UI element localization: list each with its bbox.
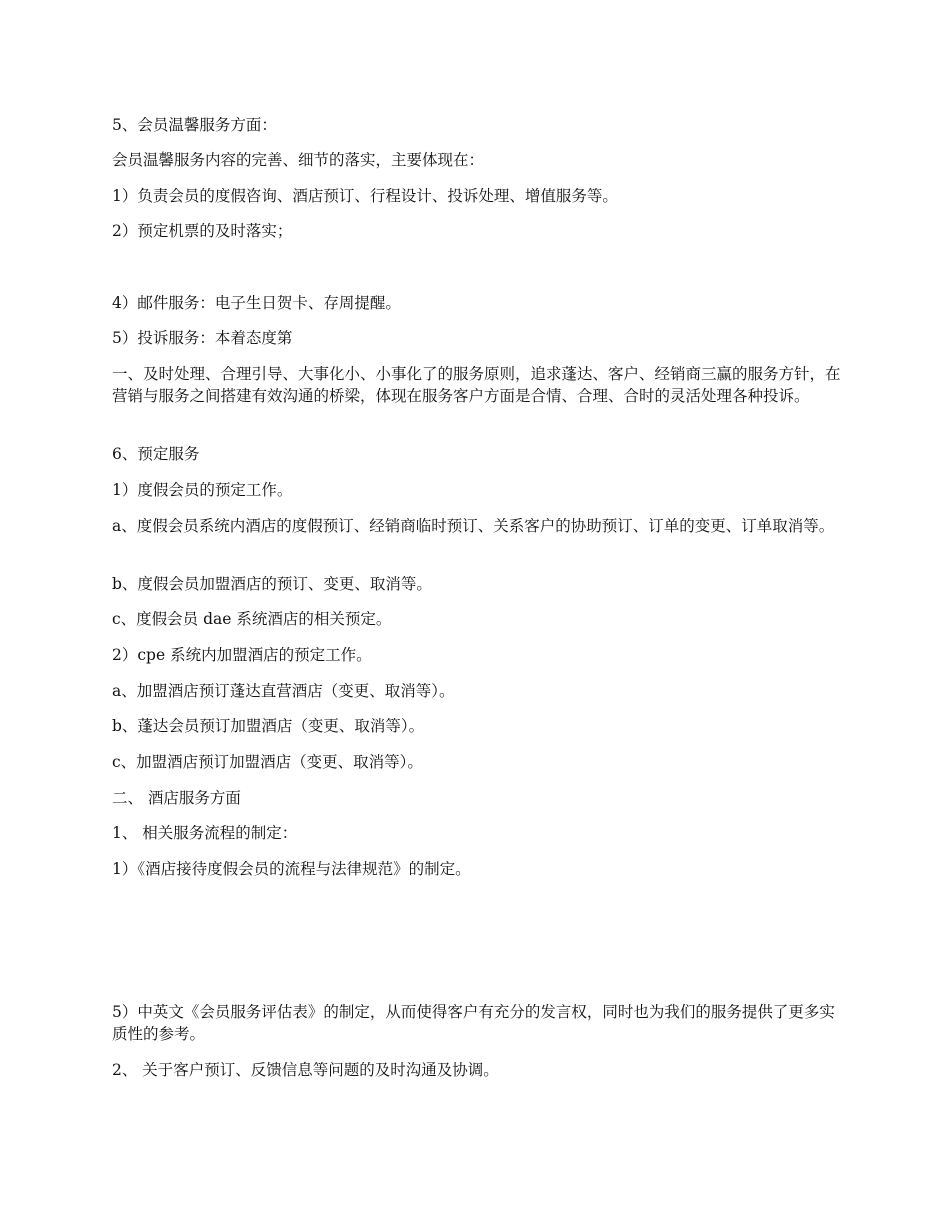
list-item-5: 5）投诉服务：本着态度第 bbox=[112, 329, 293, 347]
list-item-booking-2b: b、蓬达会员预订加盟酒店（变更、取消等）。 bbox=[112, 717, 425, 735]
heading-booking-service: 6、预定服务 bbox=[112, 445, 200, 463]
list-item-booking-1: 1）度假会员的预定工作。 bbox=[112, 481, 293, 499]
heading-service-process: 1、 相关服务流程的制定： bbox=[112, 824, 298, 842]
list-item-booking-1c: c、度假会员 dae 系统酒店的相关预定。 bbox=[112, 610, 392, 628]
list-item-booking-2c: c、加盟酒店预订加盟酒店（变更、取消等）。 bbox=[112, 753, 423, 771]
heading-communication: 2、 关于客户预订、反馈信息等问题的及时沟通及协调。 bbox=[112, 1061, 499, 1079]
paragraph-complaint-principle: 一、及时处理、合理引导、大事化小、小事化了的服务原则，追求蓬达、客户、经销商三赢的服务方针，在营销与服务之间搭建有效沟通的桥梁，体现在服务客户方面是合情、合理、合时的灵活处理各种投诉。 bbox=[112, 365, 841, 405]
list-item-4: 4）邮件服务：电子生日贺卡、存周提醒。 bbox=[112, 294, 401, 312]
list-item-booking-1b: b、度假会员加盟酒店的预订、变更、取消等。 bbox=[112, 575, 432, 593]
list-item-2: 2）预定机票的及时落实； bbox=[112, 222, 293, 240]
list-item-process-5: 5）中英文《会员服务评估表》的制定，从而使得客户有充分的发言权，同时也为我们的服务提供了更多实质性的参考。 bbox=[112, 1003, 835, 1043]
list-item-1: 1）负责会员的度假咨询、酒店预订、行程设计、投诉处理、增值服务等。 bbox=[112, 187, 618, 205]
list-item-booking-1a: a、度假会员系统内酒店的度假预订、经销商临时预订、关系客户的协助预订、订单的变更、订单取消等。 bbox=[112, 517, 835, 535]
paragraph-intro: 会员温馨服务内容的完善、细节的落实，主要体现在： bbox=[112, 151, 485, 169]
list-item-booking-2: 2）cpe 系统内加盟酒店的预定工作。 bbox=[112, 646, 372, 664]
heading-hotel-service: 二、 酒店服务方面 bbox=[112, 789, 241, 807]
list-item-booking-2a: a、加盟酒店预订蓬达直营酒店（变更、取消等）。 bbox=[112, 682, 455, 700]
list-item-process-1: 1）《酒店接待度假会员的流程与法律规范》的制定。 bbox=[112, 860, 471, 878]
heading-member-service: 5、会员温馨服务方面： bbox=[112, 116, 277, 134]
